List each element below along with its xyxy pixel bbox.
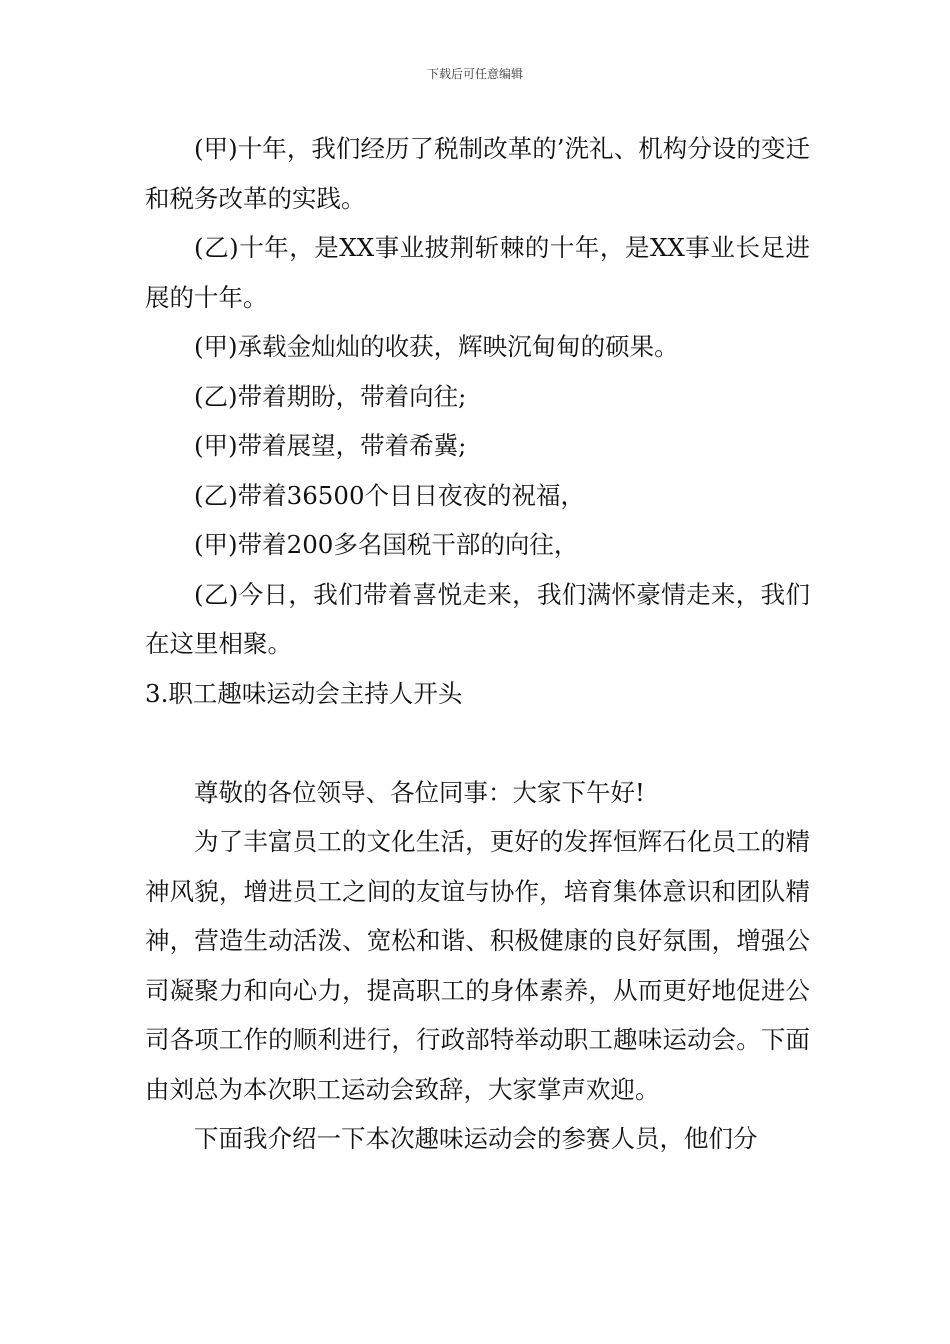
page-header: 下载后可任意编辑 (426, 67, 523, 81)
dialogue-paragraph: (甲)带着200多名国税干部的向往， (194, 530, 579, 559)
dialogue-paragraph: (乙)带着36500个日日夜夜的祝福， (194, 480, 586, 510)
body-paragraph: 为了丰富员工的文化生活，更好的发挥恒辉石化员工的精神风貌，增进员工之间的友谊与协作，培育集体意识和团队精神，营造生动活泼、宽松和谐、积极健康的良好氛围，增强公司凝聚力和向心力，提高职工的身体素养，从而更好地促进公司各项工作的顺利进行，行政部特举动职工趣味运动会。下面由刘总为本次职工运动会致辞，大家掌声欢迎。 (145, 827, 810, 1104)
dialogue-paragraph: (乙)带着期盼，带着向往; (194, 381, 467, 411)
dialogue-paragraph: (乙)今日，我们带着喜悦走来，我们满怀豪情走来，我们在这里相聚。 (145, 579, 810, 658)
document-body (145, 124, 810, 1164)
greeting-paragraph: 尊敬的各位领导、各位同事：大家下午好! (194, 777, 645, 807)
dialogue-paragraph: (乙)十年，是XX事业披荆斩棘的十年，是XX事业长足进展的十年。 (145, 233, 810, 312)
body-paragraph: 下面我介绍一下本次趣味运动会的参赛人员，他们分 (194, 1124, 758, 1153)
section-heading: 3.职工趣味运动会主持人开头 (145, 678, 463, 708)
blank-line (145, 718, 810, 768)
dialogue-paragraph: (甲)承载金灿灿的收获，辉映沉甸甸的硕果。 (194, 332, 679, 361)
dialogue-paragraph: (甲)带着展望，带着希冀; (194, 431, 467, 460)
dialogue-paragraph: (甲)十年，我们经历了税制改革的’洗礼、机构分设的变迁和税务改革的实践。 (145, 134, 810, 213)
